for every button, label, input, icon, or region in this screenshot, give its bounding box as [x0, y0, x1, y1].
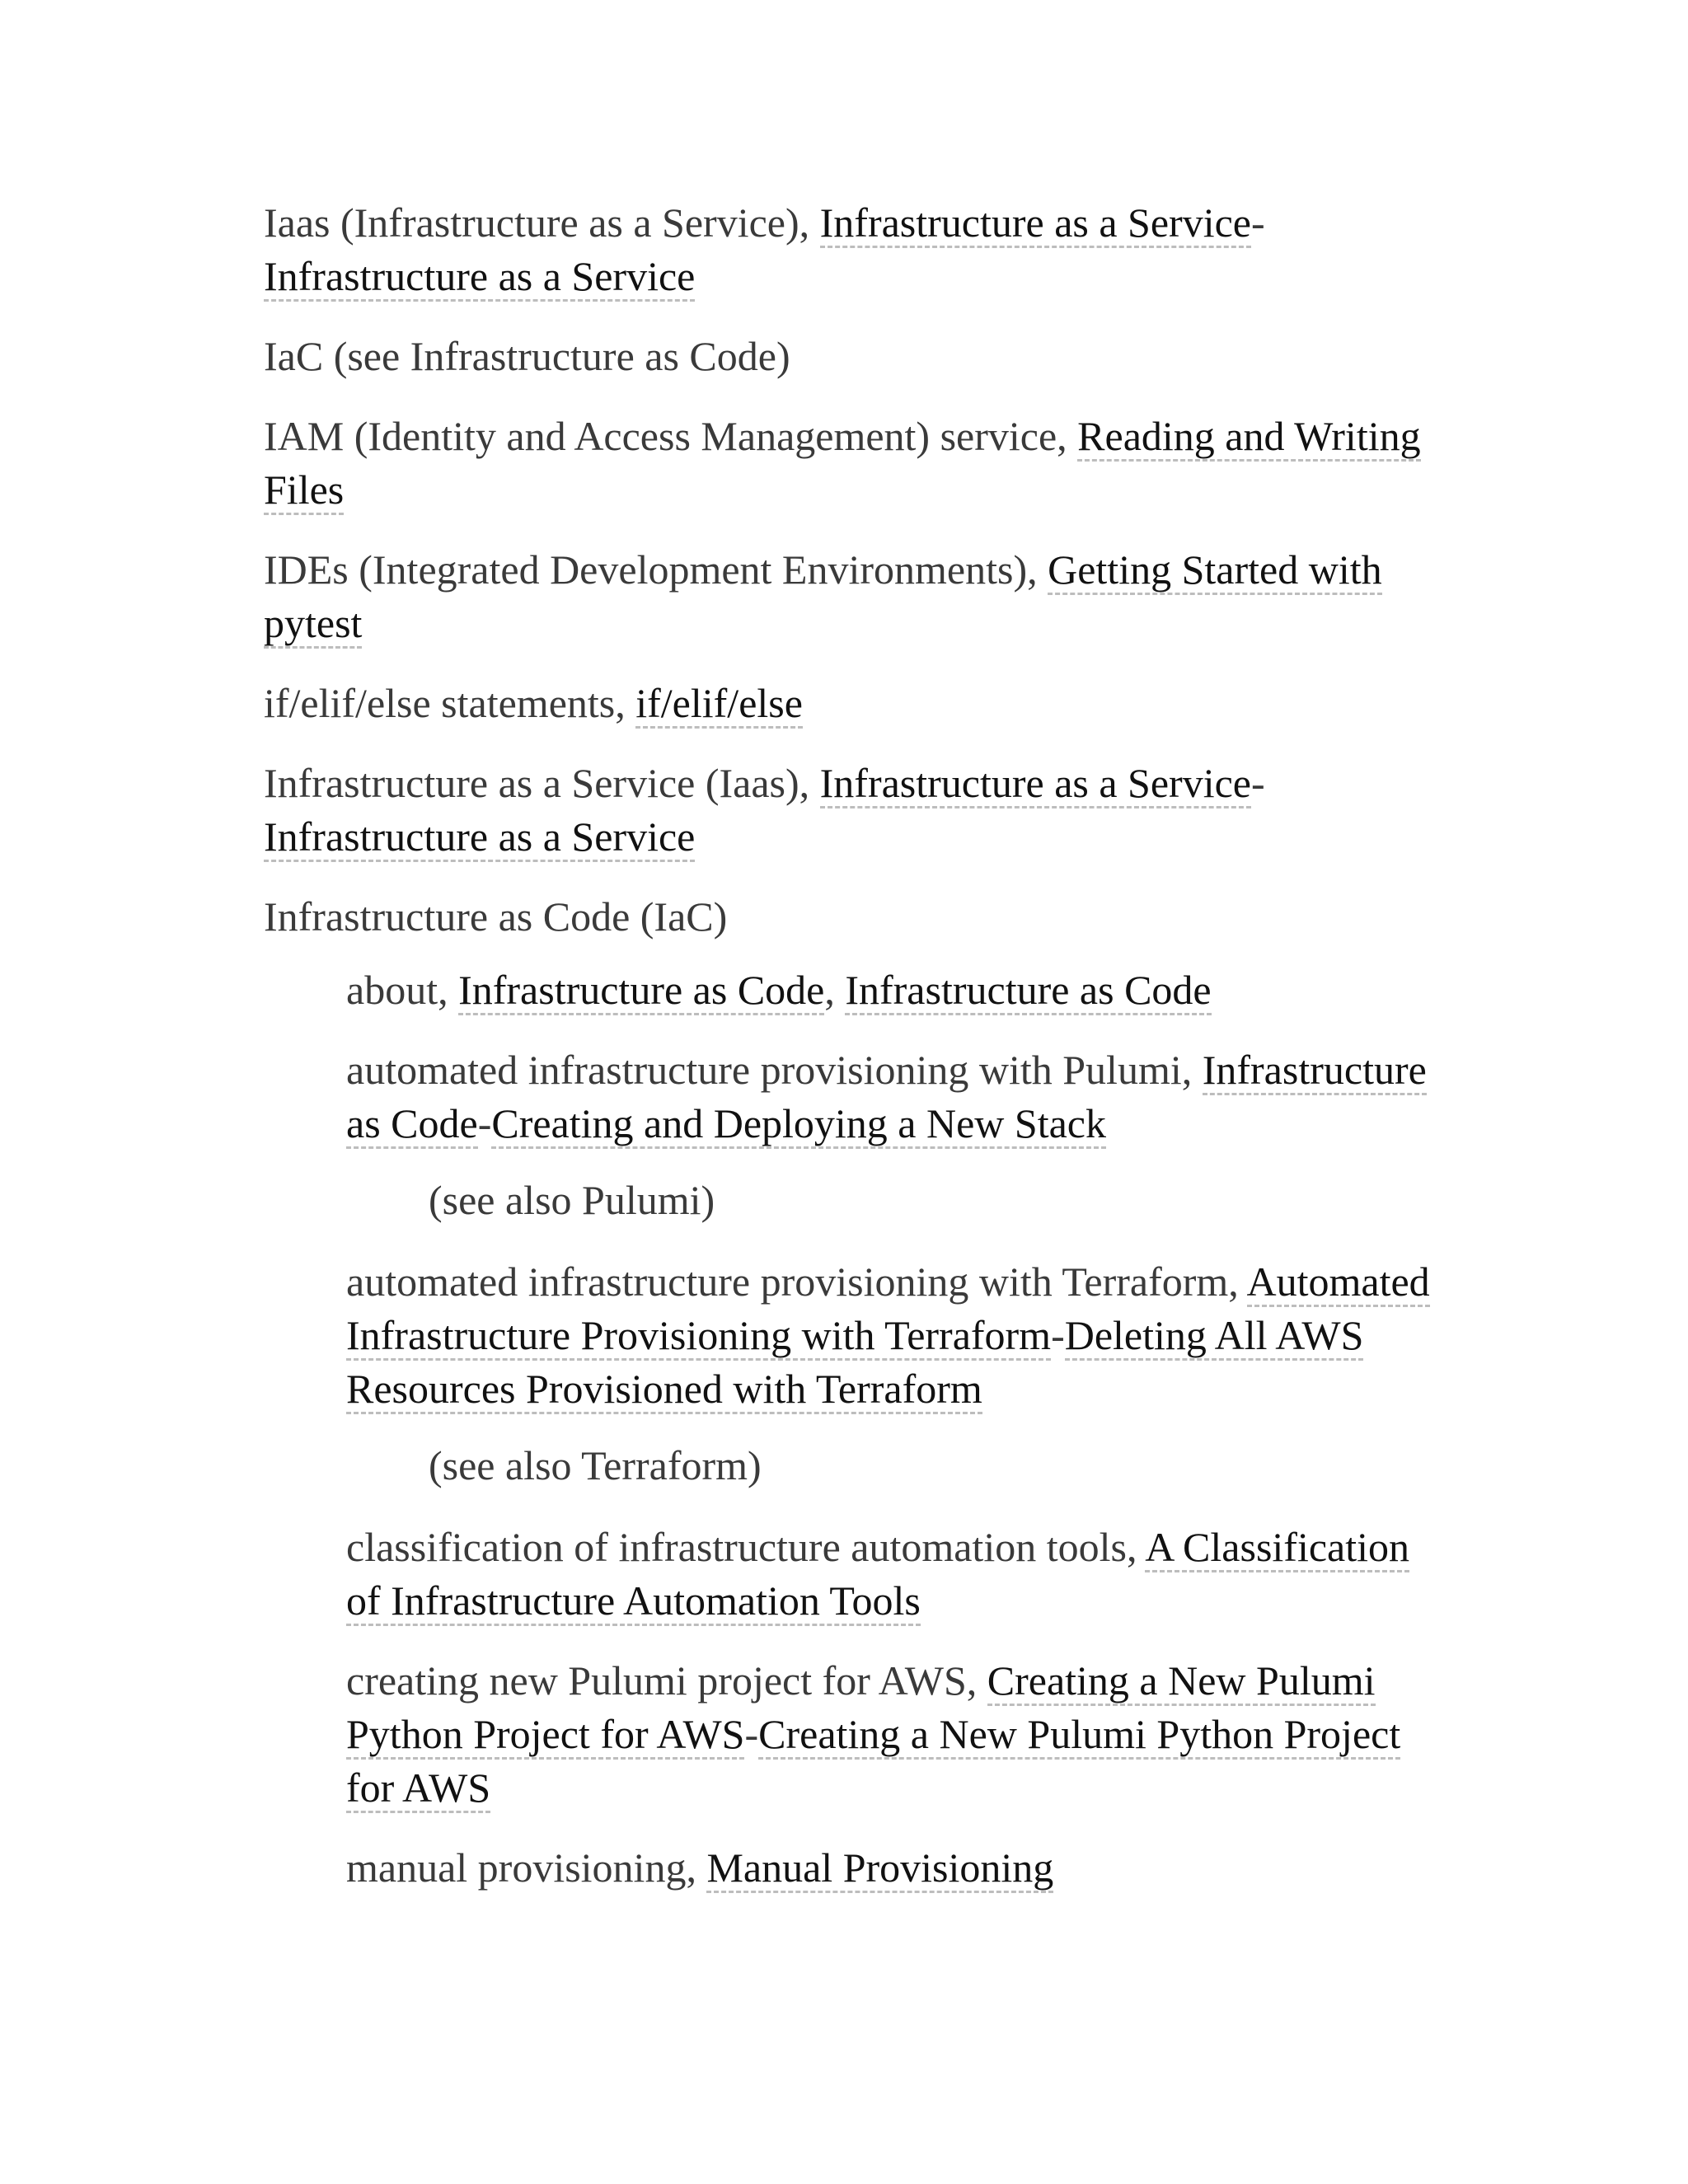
index-subentry-about — [346, 963, 1434, 1017]
index-term: IAM (Identity and Access Management) service, — [264, 413, 1078, 459]
index-link[interactable]: Infrastructure as a Service — [264, 253, 695, 302]
link-separator: - — [1250, 199, 1265, 246]
index-link[interactable]: Deleting All AWS Resources Provisioned with Terraform — [346, 1312, 1363, 1414]
index-link[interactable]: Getting Started with pytest — [264, 546, 1382, 649]
index-entry-if-elif-else — [264, 677, 1434, 730]
index-see-also-terraform — [429, 1439, 1434, 1493]
index-link[interactable]: Infrastructure as a Service — [820, 760, 1251, 808]
index-term: automated infrastructure provisioning with Terraform, — [346, 1258, 1247, 1305]
index-entry-infrastructure-as-a-service — [264, 757, 1434, 864]
index-term: if/elif/else statements, — [264, 680, 636, 726]
link-separator: - — [477, 1100, 492, 1146]
index-subentry-classification — [346, 1521, 1434, 1628]
index-link[interactable]: Manual Provisioning — [706, 1844, 1053, 1893]
index-term: Infrastructure as Code (IaC) — [264, 893, 728, 940]
index-link[interactable]: Infrastructure as a Service — [820, 199, 1251, 248]
index-term: about, — [346, 967, 459, 1013]
index-see-also-pulumi — [429, 1174, 1434, 1227]
see-also-text: (see also Terraform) — [429, 1442, 762, 1488]
index-link[interactable]: Reading and Writing Files — [264, 413, 1421, 515]
index-link[interactable]: Infrastructure as Code — [458, 967, 824, 1015]
link-separator: - — [1051, 1312, 1065, 1358]
index-term: creating new Pulumi project for AWS, — [346, 1657, 987, 1704]
index-subentry-creating-pulumi-project — [346, 1654, 1434, 1815]
index-link[interactable]: Automated Infrastructure Provisioning with Terraform — [346, 1258, 1430, 1361]
link-separator: - — [1250, 760, 1265, 806]
index-link[interactable]: Infrastructure as Code — [346, 1047, 1427, 1149]
index-entry-iaas — [264, 196, 1434, 303]
index-entry-ides — [264, 543, 1434, 650]
index-link[interactable]: Creating a New Pulumi Python Project for AWS — [346, 1711, 1400, 1813]
index-subentry-manual-provisioning — [346, 1841, 1434, 1895]
index-link[interactable]: if/elif/else — [635, 680, 803, 729]
index-term: manual provisioning, — [346, 1844, 707, 1891]
index-term: automated infrastructure provisioning with Pulumi, — [346, 1047, 1203, 1093]
index-link[interactable]: A Classification of Infrastructure Automation Tools — [346, 1524, 1409, 1626]
link-separator: - — [744, 1711, 759, 1757]
index-link[interactable]: Creating and Deploying a New Stack — [491, 1100, 1106, 1149]
index-term: classification of infrastructure automation tools, — [346, 1524, 1146, 1570]
index-entry-iac — [264, 330, 1434, 383]
link-separator: , — [824, 967, 846, 1013]
index-term: IaC (see Infrastructure as Code) — [264, 333, 790, 379]
index-entry-infrastructure-as-code — [264, 890, 1434, 944]
index-page — [264, 196, 1434, 1921]
index-subentry-pulumi — [346, 1043, 1434, 1151]
index-link[interactable]: Infrastructure as a Service — [264, 813, 695, 862]
see-also-text: (see also Pulumi) — [429, 1177, 715, 1223]
index-term: Iaas (Infrastructure as a Service), — [264, 199, 820, 246]
index-term: Infrastructure as a Service (Iaas), — [264, 760, 820, 806]
index-subentry-terraform — [346, 1255, 1434, 1416]
index-term: IDEs (Integrated Development Environments), — [264, 546, 1048, 593]
index-link[interactable]: Infrastructure as Code — [845, 967, 1211, 1015]
index-link[interactable]: Creating a New Pulumi Python Project for AWS — [346, 1657, 1376, 1760]
index-entry-iam — [264, 410, 1434, 517]
